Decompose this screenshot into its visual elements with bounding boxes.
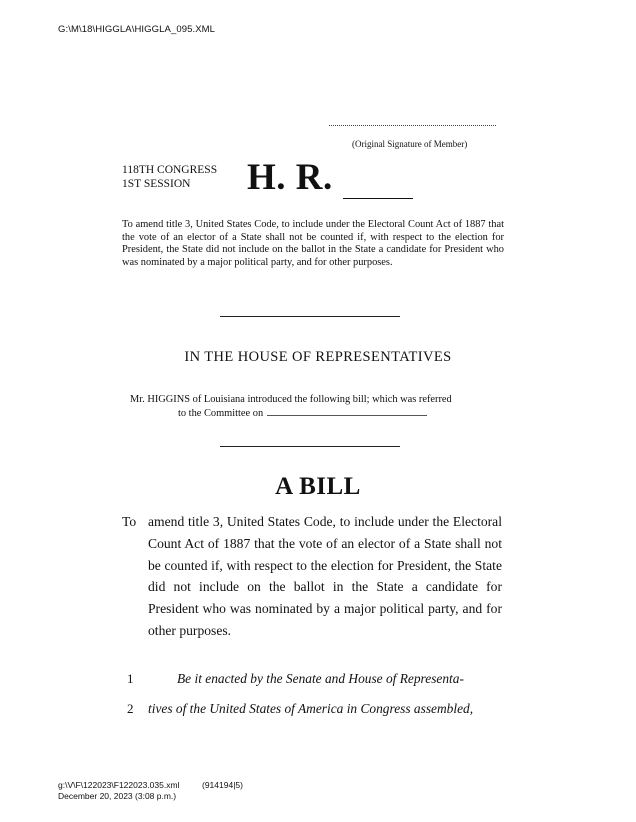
line-number: 2 — [127, 701, 134, 716]
bill-label: A BILL — [275, 473, 361, 500]
enacting-clause-line-2: tives of the United States of America in Congress assembled, — [148, 701, 474, 716]
line-number: 1 — [127, 671, 134, 686]
introduction-line-1: Mr. HIGGINS of Louisiana introduced the following bill; which was referred — [130, 394, 452, 405]
introduction-statement — [130, 393, 500, 420]
footer-file-path: g:\V\F\122023\F122023.035.xml — [58, 780, 180, 790]
long-title-text: amend title 3, United States Code, to include under the Electoral Count Act of 1887 that the vote of an elector of a State shall not be counted if, with respect to the election for President, the State did not include on the ballot in the State a candidate for President who was nominated by a major political party, and for other purposes. — [148, 514, 502, 638]
bill-number-blank — [343, 198, 413, 199]
house-heading: IN THE HOUSE OF REPRESENTATIVES — [184, 349, 452, 365]
introduction-line-2 — [130, 406, 500, 420]
enacting-clause-line-1: Be it enacted by the Senate and House of Representa- — [177, 671, 464, 686]
long-title — [122, 511, 502, 642]
signature-line — [329, 125, 496, 126]
long-title-lead: To — [122, 514, 137, 529]
session-label: 1ST SESSION — [122, 178, 191, 190]
congress-label: 118TH CONGRESS — [122, 164, 218, 176]
committee-label: to the Committee on — [178, 408, 264, 419]
footer-doc-id: (914194|5) — [202, 780, 243, 790]
committee-blank — [267, 406, 427, 416]
footer-date: December 20, 2023 (3:08 p.m.) — [58, 791, 177, 801]
file-path-header: G:\M\18\HIGGLA\HIGGLA_095.XML — [58, 24, 216, 35]
divider-rule — [220, 446, 400, 447]
short-purpose-statement: To amend title 3, United States Code, to include under the Electoral Count Act of 1887 that the vote of an elector of a State shall not be counted if, with respect to the election for President, the State did not include on the ballot in the State a candidate for President who was nominated by a major political party, and for other purposes. — [122, 219, 504, 269]
signature-caption: (Original Signature of Member) — [352, 139, 468, 149]
divider-rule — [220, 316, 400, 317]
bill-designation: H. R. — [247, 157, 333, 198]
